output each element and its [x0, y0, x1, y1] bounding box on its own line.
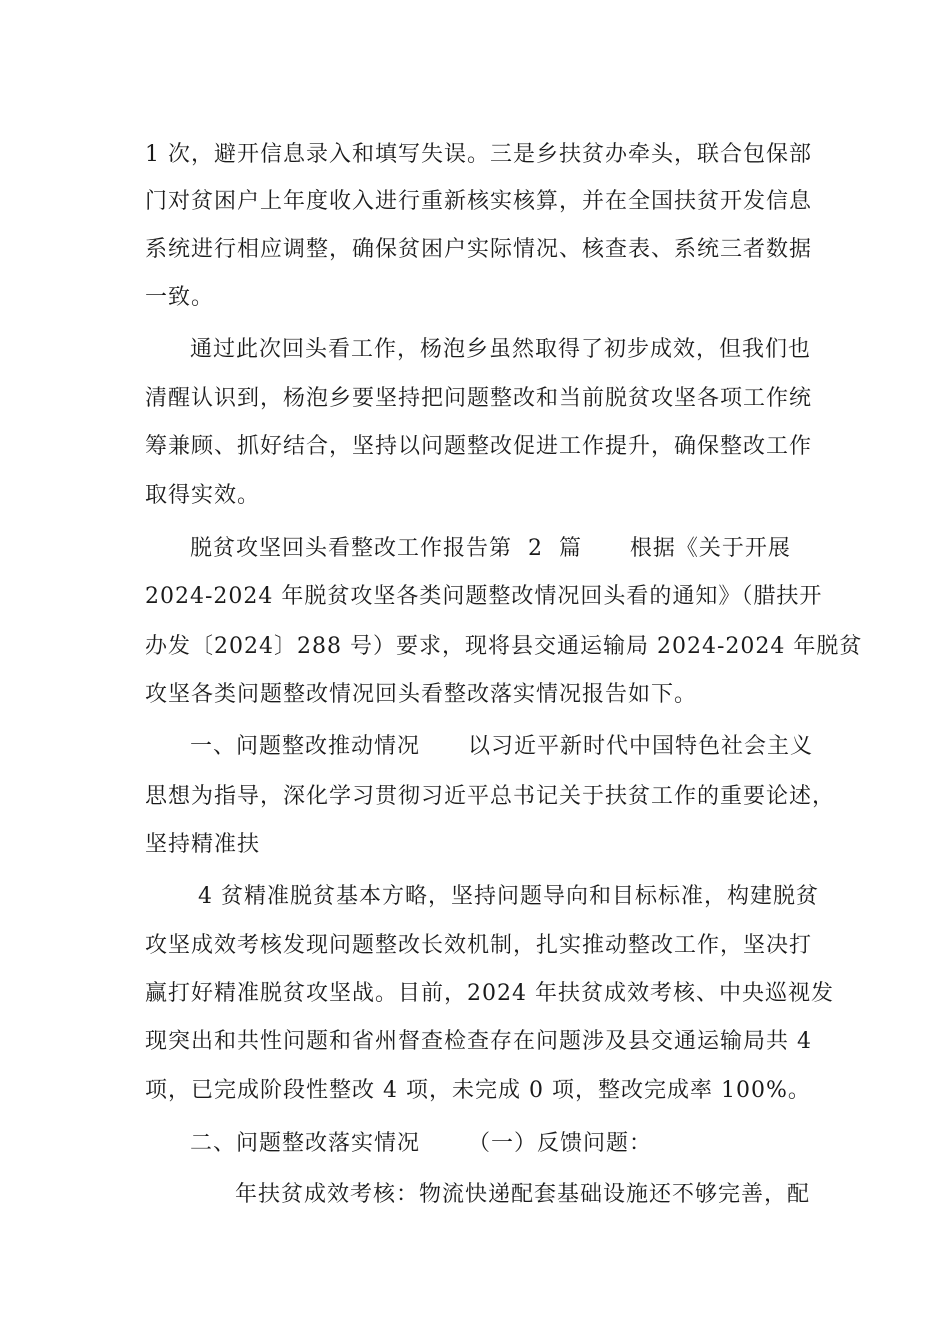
body-line: 办发〔2024〕288 号）要求，现将县交通运输局 2024-2024 年脱贫	[145, 634, 863, 659]
body-line: 攻坚各类问题整改情况回头看整改落实情况报告如下。	[145, 682, 698, 707]
body-line: 4 贫精准脱贫基本方略，坚持问题导向和目标标准，构建脱贫	[198, 884, 819, 909]
section-heading-line: 一、问题整改推动情况 以习近平新时代中国特色社会主义	[190, 734, 813, 759]
body-line: 思想为指导，深化学习贯彻习近平总书记关于扶贫工作的重要论述，	[145, 784, 836, 809]
body-line: 现突出和共性问题和省州督查检查存在问题涉及县交通运输局共 4	[145, 1029, 812, 1054]
body-line: 取得实效。	[145, 483, 261, 508]
body-line: 清醒认识到，杨泡乡要坚持把问题整改和当前脱贫攻坚各项工作统	[145, 386, 813, 411]
body-line: 2024-2024 年脱贫攻坚各类问题整改情况回头看的通知》（腊扶开	[145, 584, 823, 609]
body-line: 年扶贫成效考核：物流快递配套基础设施还不够完善，配	[235, 1182, 811, 1207]
body-line: 通过此次回头看工作，杨泡乡虽然取得了初步成效，但我们也	[190, 337, 812, 362]
body-line: 脱贫攻坚回头看整改工作报告第 2 篇 根据《关于开展	[190, 536, 791, 561]
body-line: 一致。	[145, 285, 215, 310]
body-line: 攻坚成效考核发现问题整改长效机制，扎实推动整改工作，坚决打	[145, 933, 813, 958]
body-line: 门对贫困户上年度收入进行重新核实核算，并在全国扶贫开发信息	[145, 189, 813, 214]
body-line: 1 次，避开信息录入和填写失误。三是乡扶贫办牵头，联合包保部	[145, 142, 812, 167]
section-heading-line: 二、问题整改落实情况 （一）反馈问题：	[190, 1131, 652, 1156]
body-line: 筹兼顾、抓好结合，坚持以问题整改促进工作提升，确保整改工作	[145, 434, 813, 459]
body-line: 坚持精准扶	[145, 832, 261, 857]
body-line: 赢打好精准脱贫攻坚战。目前，2024 年扶贫成效考核、中央巡视发	[145, 981, 834, 1006]
body-line: 项，已完成阶段性整改 4 项，未完成 0 项，整改完成率 100%。	[145, 1078, 811, 1103]
body-line: 系统进行相应调整，确保贫困户实际情况、核查表、系统三者数据	[145, 237, 813, 262]
